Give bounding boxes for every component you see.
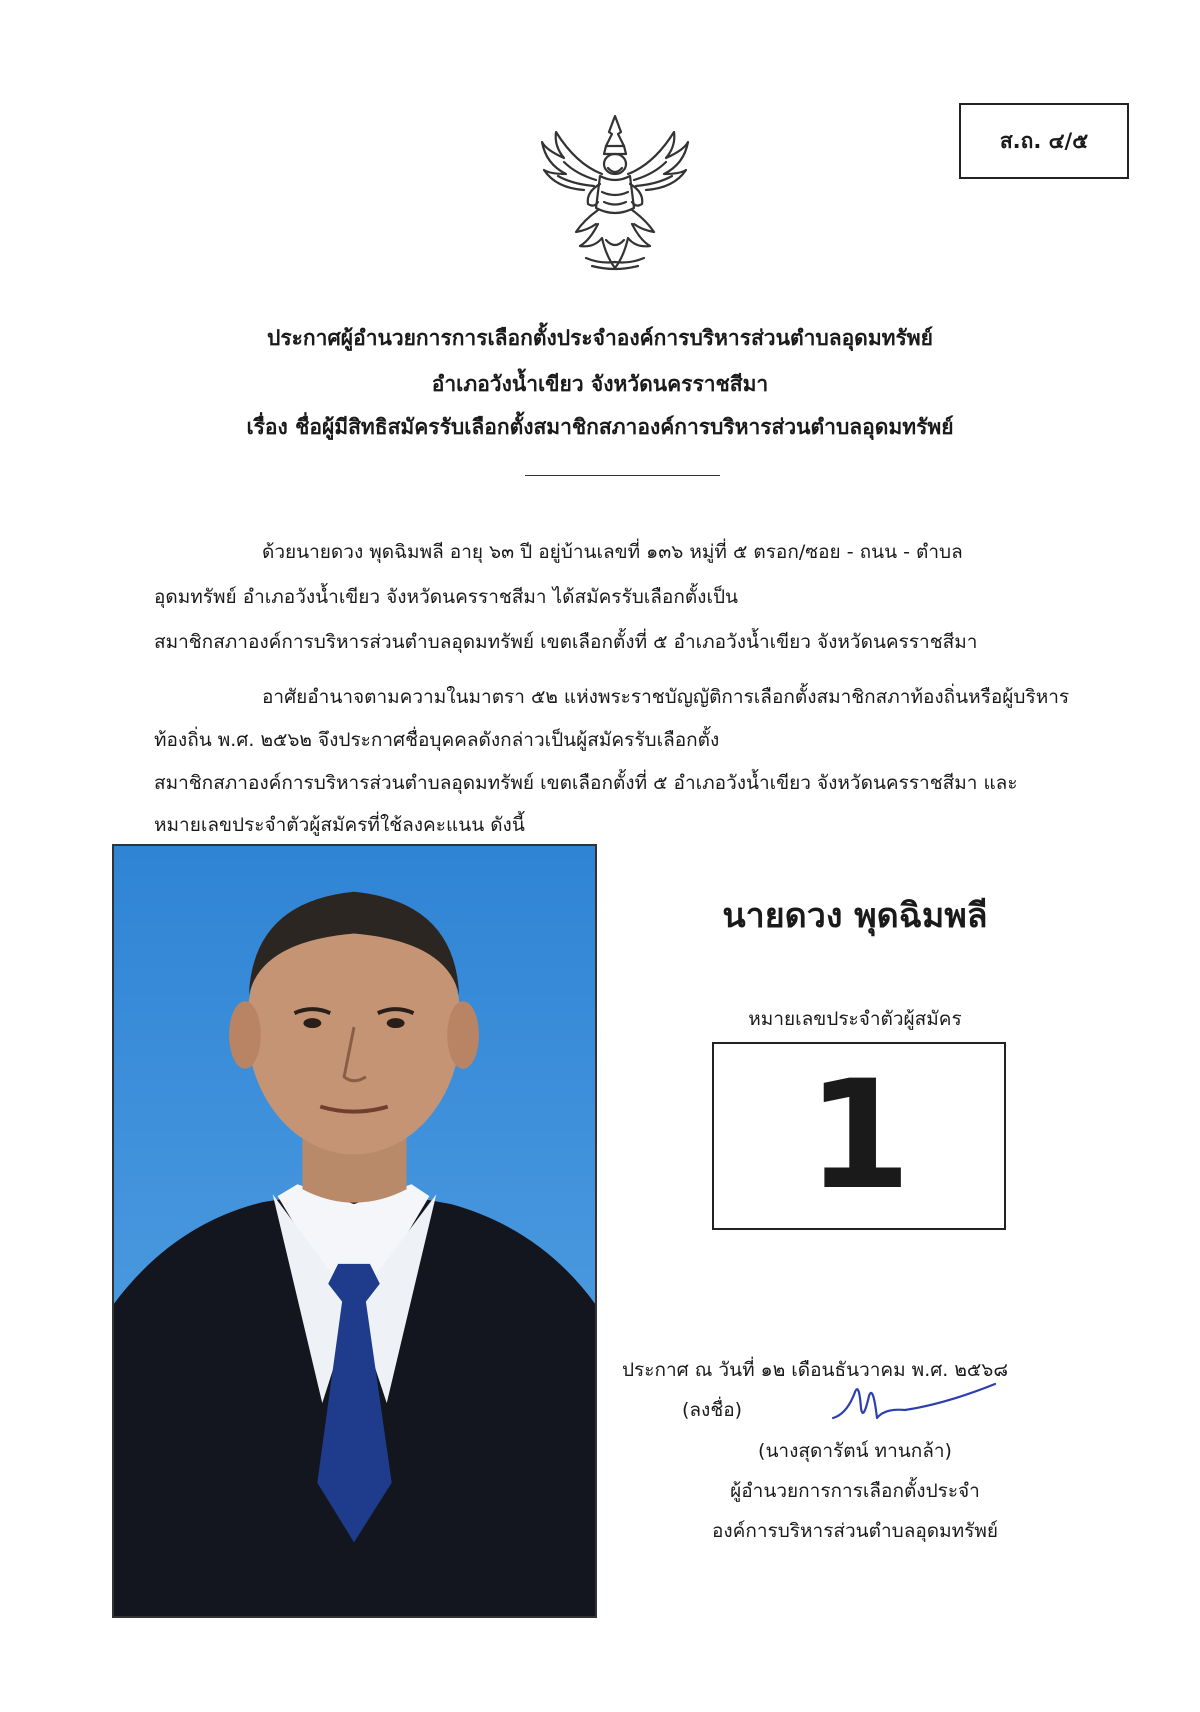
heading-line-2: อำเภอวังน้ำเขียว จังหวัดนครราชสีมา: [431, 372, 769, 396]
paragraph-1-line-3: สมาชิกสภาองค์การบริหารส่วนตำบลอุดมทรัพย์ เขตเลือกตั้งที่ ๕ อำเภอวังน้ำเขียว จังหวัดนครราชสีมา: [154, 631, 978, 653]
paragraph-1-line-2: อุดมทรัพย์ อำเภอวังน้ำเขียว จังหวัดนครราชสีมา ได้สมัครรับเลือกตั้งเป็น: [154, 586, 738, 608]
form-code: ส.ถ. ๔/๕: [959, 103, 1129, 179]
paragraph-2-line-4: หมายเลขประจำตัวผู้สมัครที่ใช้ลงคะแนน ดังนี้: [154, 814, 525, 836]
signer-position-line-2: องค์การบริหารส่วนตำบลอุดมทรัพย์: [711, 1520, 999, 1542]
paragraph-2-line-1: อาศัยอำนาจตามความในมาตรา ๕๒ แห่งพระราชบัญญัติการเลือกตั้งสมาชิกสภาท้องถิ่นหรือผู้บริหาร: [262, 686, 1070, 708]
announcement-date: ประกาศ ณ วันที่ ๑๒ เดือนธันวาคม พ.ศ. ๒๕๖๘: [622, 1359, 1009, 1381]
paragraph-2-line-2: ท้องถิ่น พ.ศ. ๒๕๖๒ จึงประกาศชื่อบุคคลดังกล่าวเป็นผู้สมัครรับเลือกตั้ง: [154, 729, 720, 751]
heading-line-3: เรื่อง ชื่อผู้มีสิทธิสมัครรับเลือกตั้งสมาชิกสภาองค์การบริหารส่วนตำบลอุดมทรัพย์: [246, 415, 954, 439]
divider: [525, 475, 720, 476]
paragraph-2-line-3: สมาชิกสภาองค์การบริหารส่วนตำบลอุดมทรัพย์ เขตเลือกตั้งที่ ๕ อำเภอวังน้ำเขียว จังหวัดนครราชสีมา และ: [154, 772, 1018, 794]
sign-label: (ลงชื่อ): [682, 1399, 743, 1421]
candidate-number: 1: [712, 1042, 1006, 1230]
signer-name: (นางสุดารัตน์ ทานกล้า): [758, 1440, 952, 1462]
signature-icon: [825, 1378, 1000, 1428]
garuda-emblem-icon: [536, 112, 694, 274]
candidate-photo: [112, 844, 597, 1618]
signer-position-line-1: ผู้อำนวยการการเลือกตั้งประจำ: [730, 1480, 980, 1502]
heading-line-1: ประกาศผู้อำนวยการการเลือกตั้งประจำองค์การบริหารส่วนตำบลอุดมทรัพย์: [267, 326, 933, 350]
candidate-name: นายดวง พุดฉิมพลี: [722, 896, 988, 936]
paragraph-1-line-1: ด้วยนายดวง พุดฉิมพลี อายุ ๖๓ ปี อยู่บ้านเลขที่ ๑๓๖ หมู่ที่ ๕ ตรอก/ซอย - ถนน - ตำบล: [262, 541, 963, 563]
candidate-number-label: หมายเลขประจำตัวผู้สมัคร: [748, 1008, 962, 1030]
